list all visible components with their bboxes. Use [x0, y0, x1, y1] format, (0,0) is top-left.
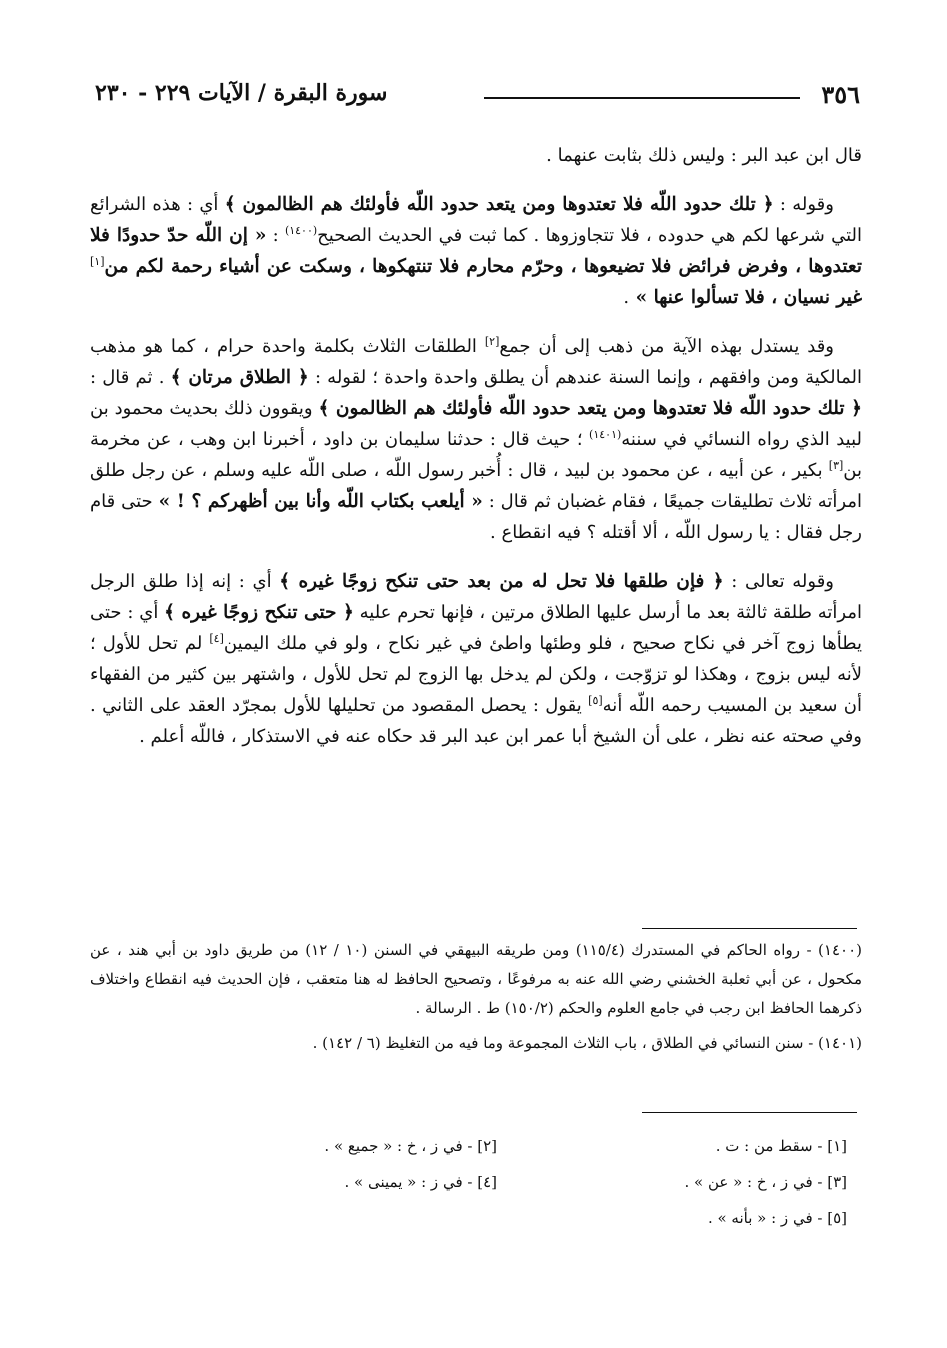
paragraph-2	[90, 189, 862, 313]
text-span: يقول : يحصل المقصود من تحليلها للأول بمجرّد العقد على الثاني . وفي صحته عنه نظر ، على أن الشيخ أبا عمر ابن عبد البر قد حكاه عنه في الاستذكار ، فاللّه أعلم .	[90, 695, 862, 747]
variant-5: [٥] - في ز : « بأنه » .	[707, 1209, 847, 1227]
text-span: بكير ، عن أبيه ، عن محمود بن لبيد ، قال : أُخبر رسول اللّه ، صلى اللّه عليه وسلم ، عن رجل طلق امرأته ثلاث تطليقات جميعًا ، فقام غضبان ثم قال :	[90, 460, 862, 512]
text-span: وقد يستدل بهذه الآية من ذهب إلى أن جمع	[499, 336, 834, 357]
variant-row	[147, 1128, 847, 1164]
text-span: .	[623, 287, 630, 308]
text-span: الطلقات الثلاث بكلمة واحدة حرام ، كما هو مذهب المالكية ومن وافقهم ، وإنما السنة عندهم أن يطلق واحدة واحدة ؛ لقوله :	[90, 336, 862, 388]
main-text	[90, 140, 862, 762]
variant-row	[147, 1200, 847, 1236]
quran-quote: ﴿ حتى تنكح زوجًا غيره ﴾	[164, 602, 354, 623]
footnote-rule	[642, 928, 857, 929]
manuscript-variants	[147, 1128, 847, 1236]
hadith-quote-end: غير نسيان ، فلا تسألوا عنها »	[629, 287, 862, 308]
variant-ref-4: [٤]	[209, 632, 224, 645]
text-span: . ثم قال :	[90, 367, 171, 388]
text-span: ؛ حيث قال : حدثنا سليمان بن داود ، أخبرنا ابن وهب ، عن مخرمة بن	[90, 429, 862, 481]
variant-1: [١] - سقط من : ت .	[715, 1137, 847, 1155]
text-span: وقوله تعالى :	[723, 571, 834, 592]
text-span: أي : إنه إذا طلق الرجل امرأته طلقة ثالثة بعد ما أرسل عليها الطلاق مرتين ، فإنها تحرم عليه	[90, 571, 862, 623]
paragraph-3	[90, 331, 862, 548]
page-header	[95, 80, 860, 114]
hadith-quote: « أيلعب بكتاب اللّه وأنا بين أظهركم ؟ ! »	[158, 491, 483, 512]
text-span: أي : هذه الشرائع التي شرعها لكم هي حدوده ، فلا تتجاوزوها . كما ثبت في الحديث الصحيح	[90, 194, 862, 246]
quran-quote: ﴿ الطلاق مرتان ﴾	[170, 367, 309, 388]
footnote-ref-1401: (١٤٠١)	[589, 428, 622, 441]
header-rule	[484, 97, 800, 99]
quran-quote: ﴿ تلك حدود اللّه فلا تعتدوها ومن يتعد حدود اللّه فأولئك هم الظالمون ﴾	[224, 194, 774, 215]
variant-ref-2: [٢]	[484, 335, 500, 348]
paragraph-4	[90, 566, 862, 752]
quran-quote: ﴿ فإن طلقها فلا تحل له من بعد حتى تنكح زوجًا غيره ﴾	[279, 571, 724, 592]
page-number: ٣٥٦	[821, 80, 860, 109]
paragraph-1: قال ابن عبد البر : وليس ذلك بثابت عنهما .	[546, 145, 862, 166]
text-span: ويقوون ذلك بحديث محمود بن لبيد الذي رواه النسائي في سننه	[90, 398, 862, 450]
hadith-quote: « إن اللّه حدّ حدودًا فلا تعتدوها ، وفرض فرائض فلا تضيعوها ، وحرّم محارم فلا تنتهكوها ، وسكت عن أشياء رحمة لكم من	[90, 225, 862, 277]
text-span: :	[266, 225, 285, 246]
variant-4: [٤] - في ز : « يمينى » .	[344, 1173, 497, 1191]
variants-rule	[642, 1112, 857, 1113]
footnote-1401: (١٤٠١) - سنن النسائي في الطلاق ، باب الثلاث المجموعة وما فيه من التغليظ (٦ / ١٤٢) .	[312, 1034, 862, 1052]
variant-3: [٣] - في ز ، خ : « عن » .	[684, 1173, 847, 1191]
variant-ref-1: [١]	[90, 255, 105, 268]
text-span: أي : حتى يطأها زوج آخر في نكاح صحيح ، فلو وطئها واطئ في غير نكاح ، ولو في ملك اليمين	[90, 602, 862, 654]
footnote-ref-1400: (١٤٠٠)	[284, 224, 318, 237]
running-title: سورة البقرة / الآيات ٢٢٩ - ٢٣٠	[95, 80, 388, 106]
text-span: حتى قام رجل فقال : يا رسول اللّه ، ألا أقتله ؟ فيه انقطاع .	[90, 491, 862, 543]
footnotes	[90, 936, 862, 1064]
variant-2: [٢] - في ز ، خ : « جميع » .	[324, 1137, 497, 1155]
variant-ref-5: [٥]	[588, 694, 603, 707]
footnote-1400: (١٤٠٠) - رواه الحاكم في المستدرك (١١٥/٤) ومن طريقه البيهقي في السنن (١٠ / ١٢) من طريق داود بن أبي هند ، عن مكحول ، عن أبي ثعلبة الخشني رضي الله عنه به مرفوعًا ، وتصحيح الحافظ له هنا متعقب ، فإن الحديث فيه انقطاع واختلاف ذكرهما الحافظ ابن رجب في جامع العلوم والحكم (١٥٠/٢) ط . الرسالة .	[90, 941, 863, 1017]
quran-quote: ﴿ تلك حدود اللّه فلا تعتدوها ومن يتعد حدود اللّه فأولئك هم الظالمون ﴾	[318, 398, 862, 419]
variant-ref-3: [٣]	[828, 459, 844, 472]
text-span: لم تحل للأول ؛ لأنه ليس بزوج ، وهكذا لو تزوّجت ، ولكن لم يدخل بها الزوج لم تحل للأول ، واشتهر بين كثير من الفقهاء أن سعيد بن المسيب رحمه اللّه أنه	[90, 633, 862, 716]
text-span: وقوله :	[773, 194, 834, 215]
variant-row	[147, 1164, 847, 1200]
